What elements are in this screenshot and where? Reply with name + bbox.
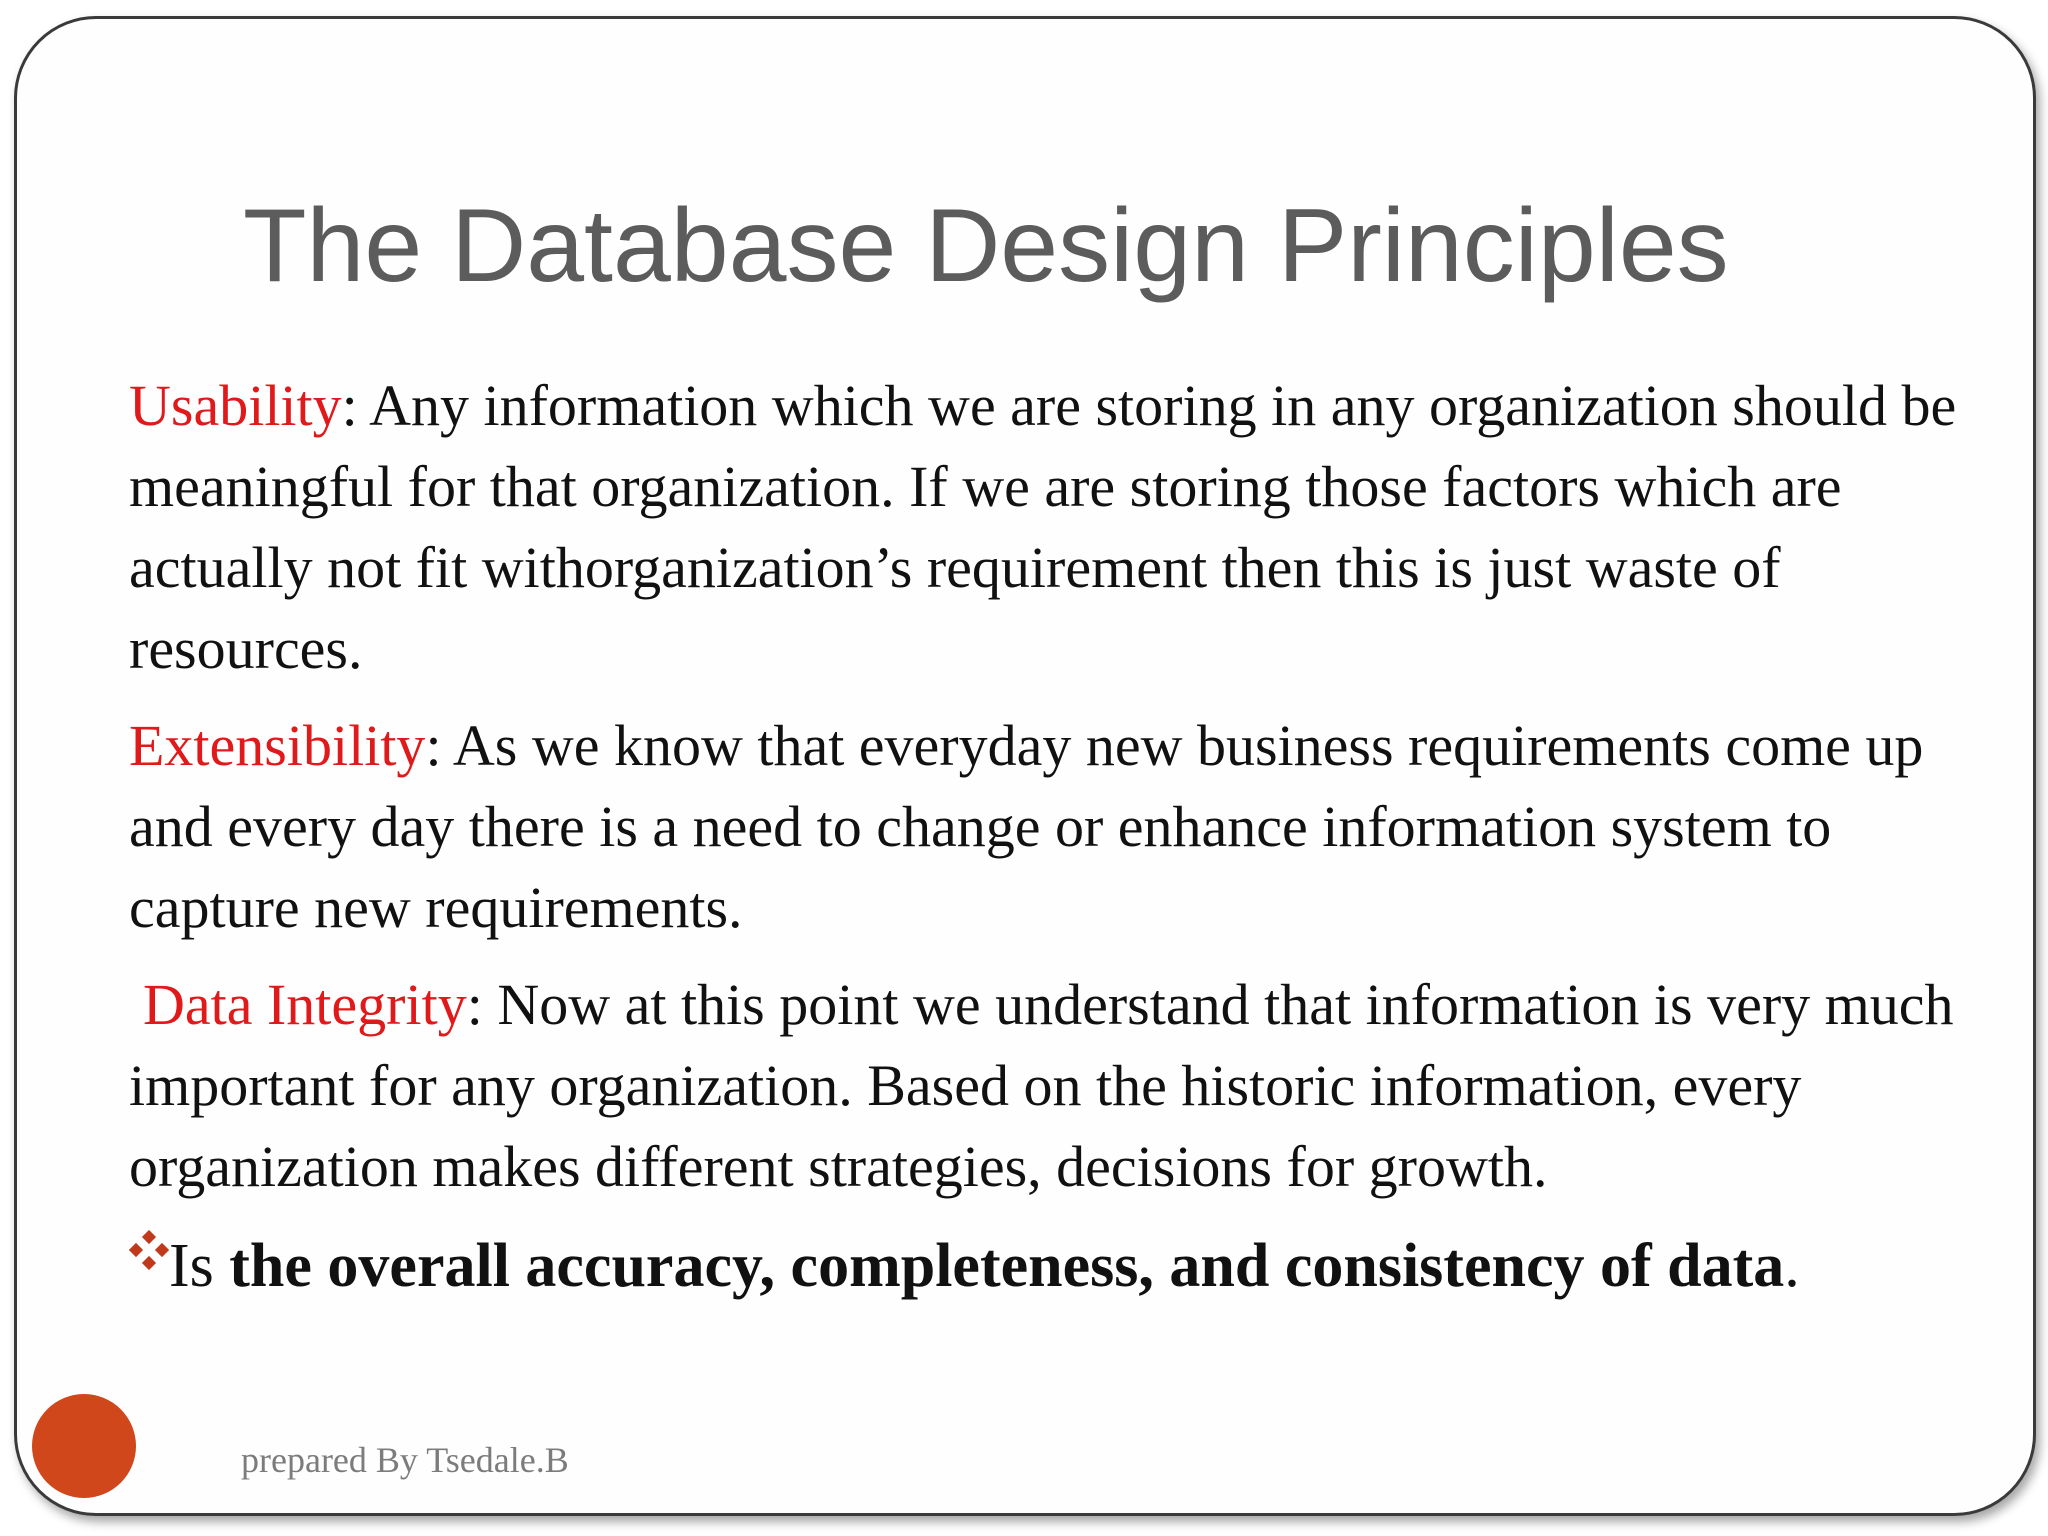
slide-body [129, 365, 1959, 1309]
bullet-suffix: . [1784, 1232, 1800, 1300]
principle-usability [129, 365, 1959, 689]
term-extensibility: Extensibility [129, 713, 426, 778]
principle-text: Now at this point we understand that information is very much important for any organization. Based on the historic information, every organization makes different strategies, decisions for growth. [129, 972, 1954, 1199]
separator: : [425, 713, 442, 778]
separator: : [341, 373, 358, 438]
principle-text: Any information which we are storing in any organization should be meaningful for that organization. If we are storing those factors which are actually not fit withorganization’s requirement then this is just waste of resources. [129, 373, 1957, 681]
decorative-circle [32, 1394, 136, 1498]
principle-text: As we know that everyday new business requirements come up and every day there is a need to change or enhance information system to capture new requirements. [129, 713, 1924, 940]
bullet-prefix: Is [169, 1232, 230, 1300]
term-usability: Usability [129, 373, 342, 438]
data-integrity-definition [129, 1223, 1959, 1309]
term-data-integrity: Data Integrity [143, 972, 467, 1037]
separator: : [466, 972, 483, 1037]
bullet-strong-text: the overall accuracy, completeness, and consistency of data [229, 1232, 1785, 1300]
footer-author: prepared By Tsedale.B [241, 1440, 569, 1480]
principle-extensibility [129, 705, 1959, 948]
principle-data-integrity [129, 964, 1959, 1207]
slide-frame [14, 16, 2036, 1516]
diamond-bullet-icon [129, 1230, 169, 1270]
slide-title: The Database Design Principles [243, 188, 1729, 304]
